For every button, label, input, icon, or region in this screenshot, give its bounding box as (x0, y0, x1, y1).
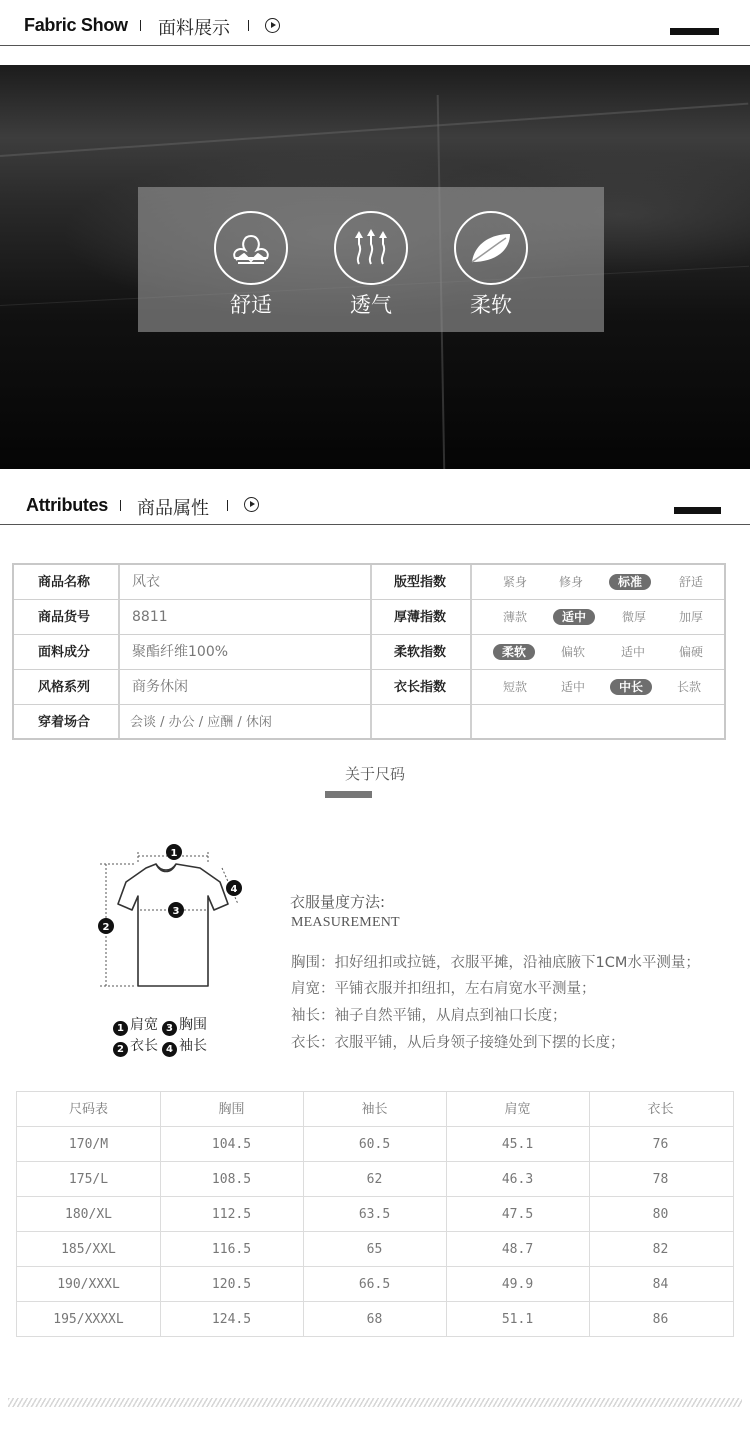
table-cell: 78 (652, 1172, 669, 1187)
feature-label: 柔软 (470, 293, 512, 317)
tshirt-measurement-diagram (96, 842, 256, 1002)
attribute-key: 商品名称 (38, 575, 91, 590)
table-cell: 45.1 (501, 1137, 534, 1152)
title-underline (325, 791, 372, 798)
index-key: 柔软指数 (394, 645, 447, 660)
table-cell: 86 (652, 1312, 669, 1327)
table-cell: 112.5 (211, 1207, 252, 1222)
decorative-hatch-divider (8, 1398, 742, 1407)
divider (120, 500, 121, 511)
index-option: 薄款 (502, 610, 527, 624)
table-cell: 62 (366, 1172, 383, 1187)
attribute-key: 穿着场合 (38, 715, 91, 730)
measurement-subtitle: MEASUREMENT (291, 915, 400, 930)
feature-label: 舒适 (230, 293, 272, 317)
divider (140, 20, 141, 31)
attribute-value: 8811 (132, 609, 168, 625)
table-row (17, 1197, 733, 1232)
index-option: 长款 (676, 680, 701, 694)
index-option: 偏软 (560, 645, 585, 659)
play-circle-icon (265, 18, 280, 33)
table-cell: 124.5 (211, 1312, 252, 1327)
table-cell: 104.5 (211, 1137, 252, 1152)
feather-icon (454, 211, 528, 285)
table-cell: 63.5 (358, 1207, 391, 1222)
divider (248, 20, 249, 31)
index-option: 微厚 (621, 610, 646, 624)
diagram-number-1: 1 (170, 848, 178, 859)
measurement-line: 衣长：衣服平铺，从后身领子接缝处到下摆的长度； (291, 1035, 625, 1051)
table-cell: 47.5 (501, 1207, 534, 1222)
index-option: 修身 (558, 575, 583, 589)
table-cell: 190/XXXL (57, 1277, 120, 1292)
table-cell: 51.1 (501, 1312, 534, 1327)
header-accent-bar (674, 507, 721, 514)
attribute-row (14, 635, 724, 670)
header-cell: 胸围 (218, 1102, 245, 1117)
table-row (17, 1127, 733, 1162)
legend-label: 肩宽 (130, 1017, 158, 1033)
feature-soft (451, 211, 531, 319)
attributes-header (0, 480, 750, 528)
table-cell: 80 (652, 1207, 669, 1222)
table-cell: 175/L (68, 1172, 109, 1187)
diagram-number-3: 3 (172, 906, 180, 917)
measurement-title: 衣服量度方法: (290, 893, 386, 911)
legend-label: 袖长 (179, 1038, 207, 1054)
table-cell: 108.5 (211, 1172, 252, 1187)
diagram-number-4: 4 (230, 884, 238, 895)
measurement-line: 肩宽：平铺衣服并扣纽扣，左右肩宽水平测量； (291, 981, 596, 997)
diagram-number-2: 2 (102, 922, 110, 933)
header-cell: 肩宽 (504, 1102, 531, 1117)
diagram-legend-line (113, 1035, 207, 1057)
attribute-value: 商务休闲 (132, 679, 188, 695)
table-cell: 195/XXXXL (53, 1312, 124, 1327)
index-option-selected: 中长 (605, 670, 657, 705)
legend-label: 胸围 (179, 1017, 207, 1033)
table-row (17, 1162, 733, 1197)
index-option: 短款 (502, 680, 527, 694)
index-option-selected: 柔软 (488, 635, 540, 670)
table-cell: 120.5 (211, 1277, 252, 1292)
attribute-key: 商品货号 (38, 610, 91, 625)
attributes-table (12, 563, 726, 740)
attribute-value: 会谈 / 办公 / 应酬 / 休闲 (130, 715, 272, 730)
header-cell: 尺码表 (68, 1102, 108, 1117)
attribute-key: 面料成分 (38, 645, 91, 660)
attribute-row (14, 565, 724, 600)
divider (227, 500, 228, 511)
measurement-line: 袖长：袖子自然平铺，从肩点到袖口长度； (291, 1008, 567, 1024)
table-row (17, 1302, 733, 1337)
table-row (17, 1267, 733, 1302)
table-cell: 60.5 (358, 1137, 391, 1152)
fabric-seam (0, 103, 748, 157)
table-cell: 66.5 (358, 1277, 391, 1292)
table-cell: 84 (652, 1277, 669, 1292)
legend-number: 2 (113, 1042, 128, 1057)
index-option: 舒适 (678, 575, 703, 589)
header-cell: 袖长 (361, 1102, 388, 1117)
table-header-row (17, 1092, 733, 1127)
index-option: 偏硬 (678, 645, 703, 659)
table-cell: 82 (652, 1242, 669, 1257)
fabric-show-title-cn: 面料展示 (158, 18, 230, 39)
attribute-value: 风衣 (132, 574, 160, 590)
attribute-key: 风格系列 (38, 680, 91, 695)
table-cell: 65 (366, 1242, 383, 1257)
header-cell: 衣长 (647, 1102, 674, 1117)
attribute-row (14, 600, 724, 635)
attributes-title-cn: 商品属性 (137, 498, 209, 519)
size-table (16, 1091, 734, 1337)
index-option-selected: 适中 (548, 600, 600, 635)
legend-number: 1 (113, 1021, 128, 1036)
fabric-show-header (0, 0, 750, 48)
header-rule (0, 45, 750, 46)
index-key: 版型指数 (394, 575, 447, 590)
table-cell: 185/XXL (61, 1242, 116, 1257)
index-option: 适中 (560, 680, 585, 694)
fabric-show-title-en: Fabric Show (24, 15, 128, 35)
table-cell: 116.5 (211, 1242, 252, 1257)
index-option: 紧身 (502, 575, 527, 589)
feature-breathable (331, 211, 411, 319)
breathable-icon (334, 211, 408, 285)
size-section-title: 关于尺码 (344, 765, 405, 783)
cotton-icon (214, 211, 288, 285)
header-rule (0, 524, 750, 525)
fabric-banner (0, 65, 750, 469)
attributes-title-en: Attributes (26, 495, 108, 515)
attribute-value: 聚酯纤维100% (132, 644, 229, 660)
table-cell: 68 (366, 1312, 383, 1327)
table-cell: 46.3 (501, 1172, 534, 1187)
header-accent-bar (670, 28, 719, 35)
table-row (17, 1232, 733, 1267)
table-cell: 170/M (68, 1137, 109, 1152)
attribute-row (14, 670, 724, 705)
legend-number: 4 (162, 1042, 177, 1057)
diagram-legend-line (113, 1014, 207, 1036)
measurement-line: 胸围：扣好纽扣或拉链，衣服平摊，沿袖底腋下1CM水平测量； (291, 955, 700, 971)
play-circle-icon (244, 497, 259, 512)
table-cell: 76 (652, 1137, 669, 1152)
index-option: 加厚 (678, 610, 703, 624)
feature-comfort (211, 211, 291, 319)
index-option: 适中 (620, 645, 645, 659)
table-cell: 48.7 (501, 1242, 534, 1257)
feature-label: 透气 (350, 293, 392, 317)
attribute-row (14, 705, 724, 740)
index-key: 衣长指数 (394, 680, 447, 695)
feature-panel (138, 187, 604, 332)
legend-label: 衣长 (130, 1038, 158, 1054)
legend-number: 3 (162, 1021, 177, 1036)
index-key: 厚薄指数 (394, 610, 447, 625)
table-cell: 49.9 (501, 1277, 534, 1292)
index-option-selected: 标准 (604, 565, 656, 600)
table-cell: 180/XL (65, 1207, 112, 1222)
